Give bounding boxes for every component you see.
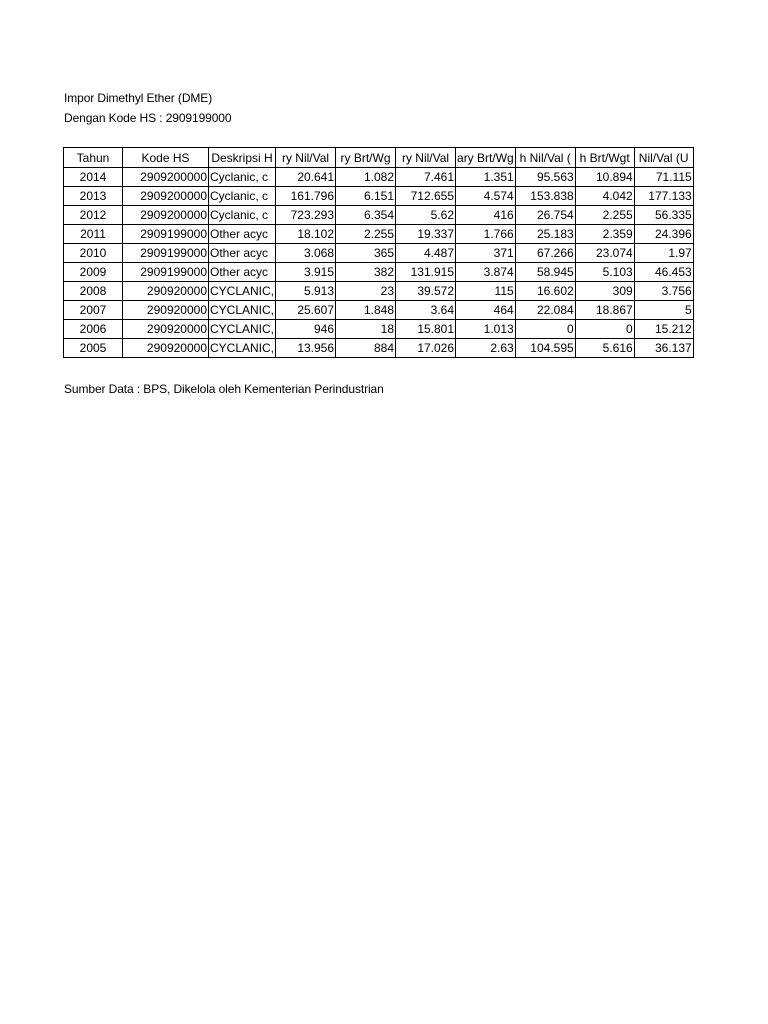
table-cell: 2909199000: [123, 263, 209, 282]
table-cell: 3.068: [276, 244, 336, 263]
table-cell: 1.013: [456, 320, 516, 339]
table-cell: 365: [336, 244, 396, 263]
table-cell: 36.137: [634, 339, 693, 358]
table-cell: 17.026: [396, 339, 456, 358]
table-cell: 416: [456, 206, 516, 225]
table-cell: 2005: [64, 339, 123, 358]
table-cell: 2007: [64, 301, 123, 320]
table-cell: 2.255: [575, 206, 634, 225]
table-cell: 15.212: [634, 320, 693, 339]
table-cell: 4.487: [396, 244, 456, 263]
table-cell: 1.848: [336, 301, 396, 320]
table-cell: 290920000: [123, 301, 209, 320]
table-cell: 946: [276, 320, 336, 339]
column-header: ry Brt/Wg: [336, 148, 396, 168]
table-cell: 2909200000: [123, 187, 209, 206]
table-cell: 309: [575, 282, 634, 301]
table-cell: 153.838: [515, 187, 575, 206]
table-cell: 2012: [64, 206, 123, 225]
table-cell: 290920000: [123, 339, 209, 358]
table-cell: 56.335: [634, 206, 693, 225]
table-cell: 4.574: [456, 187, 516, 206]
table-cell: 1.97: [634, 244, 693, 263]
table-cell: 23.074: [575, 244, 634, 263]
table-cell: 2006: [64, 320, 123, 339]
table-cell: 2909199000: [123, 244, 209, 263]
table-cell: 18.867: [575, 301, 634, 320]
column-header: ry Nil/Val: [396, 148, 456, 168]
table-cell: 5: [634, 301, 693, 320]
table-cell: 712.655: [396, 187, 456, 206]
table-cell: 371: [456, 244, 516, 263]
column-header: ry Nil/Val: [276, 148, 336, 168]
table-cell: Other acyc: [209, 225, 276, 244]
column-header: ary Brt/Wg: [456, 148, 516, 168]
document-title: Impor Dimethyl Ether (DME): [64, 91, 213, 105]
table-cell: 2013: [64, 187, 123, 206]
table-cell: 58.945: [515, 263, 575, 282]
column-header: Deskripsi H: [209, 148, 276, 168]
table-cell: 1.351: [456, 168, 516, 187]
table-cell: 67.266: [515, 244, 575, 263]
table-row: [64, 320, 694, 339]
table-cell: 2014: [64, 168, 123, 187]
table-cell: Other acyc: [209, 244, 276, 263]
table-cell: 0: [575, 320, 634, 339]
table-cell: 18: [336, 320, 396, 339]
table-cell: 2011: [64, 225, 123, 244]
table-cell: 2.255: [336, 225, 396, 244]
table-cell: 71.115: [634, 168, 693, 187]
table-cell: 22.084: [515, 301, 575, 320]
table-row: [64, 225, 694, 244]
table-cell: CYCLANIC,: [209, 282, 276, 301]
table-cell: 2909200000: [123, 206, 209, 225]
column-header: Kode HS: [123, 148, 209, 168]
table-cell: 3.64: [396, 301, 456, 320]
table-cell: 24.396: [634, 225, 693, 244]
table-cell: 13.956: [276, 339, 336, 358]
table-cell: 6.354: [336, 206, 396, 225]
table-cell: 2.63: [456, 339, 516, 358]
table-row: [64, 187, 694, 206]
table-cell: 1.766: [456, 225, 516, 244]
table-cell: 2.359: [575, 225, 634, 244]
table-cell: 3.915: [276, 263, 336, 282]
table-cell: 464: [456, 301, 516, 320]
table-row: [64, 282, 694, 301]
table-cell: 39.572: [396, 282, 456, 301]
table-row: [64, 168, 694, 187]
table-cell: 0: [515, 320, 575, 339]
column-header: Tahun: [64, 148, 123, 168]
table-cell: 2010: [64, 244, 123, 263]
table-cell: 131.915: [396, 263, 456, 282]
table-cell: 5.62: [396, 206, 456, 225]
table-row: [64, 206, 694, 225]
table-cell: 2909199000: [123, 225, 209, 244]
table-cell: 5.913: [276, 282, 336, 301]
table-row: [64, 339, 694, 358]
table-cell: Cyclanic, c: [209, 187, 276, 206]
table-cell: Cyclanic, c: [209, 168, 276, 187]
table-header-row: [64, 148, 694, 168]
column-header: h Nil/Val (: [515, 148, 575, 168]
table-cell: 25.607: [276, 301, 336, 320]
table-cell: 16.602: [515, 282, 575, 301]
table-cell: 7.461: [396, 168, 456, 187]
table-cell: 20.641: [276, 168, 336, 187]
table-cell: 18.102: [276, 225, 336, 244]
table-row: [64, 301, 694, 320]
table-cell: 115: [456, 282, 516, 301]
table-cell: 161.796: [276, 187, 336, 206]
table-cell: 10.894: [575, 168, 634, 187]
table-cell: Cyclanic, c: [209, 206, 276, 225]
hs-code-line: Dengan Kode HS : 2909199000: [64, 111, 232, 125]
table-cell: CYCLANIC,: [209, 320, 276, 339]
table-row: [64, 263, 694, 282]
table-cell: 15.801: [396, 320, 456, 339]
source-note: Sumber Data : BPS, Dikelola oleh Kementerian Perindustrian: [64, 382, 384, 396]
table-cell: 25.183: [515, 225, 575, 244]
table-cell: 104.595: [515, 339, 575, 358]
table-cell: 6.151: [336, 187, 396, 206]
table-cell: 1.082: [336, 168, 396, 187]
table-cell: 884: [336, 339, 396, 358]
table-cell: 23: [336, 282, 396, 301]
table-cell: 5.616: [575, 339, 634, 358]
table-cell: 5.103: [575, 263, 634, 282]
column-header: Nil/Val (U: [634, 148, 693, 168]
import-data-table: [63, 147, 694, 358]
table-cell: 723.293: [276, 206, 336, 225]
table-row: [64, 244, 694, 263]
table-cell: CYCLANIC,: [209, 339, 276, 358]
table-cell: 177.133: [634, 187, 693, 206]
table-cell: CYCLANIC,: [209, 301, 276, 320]
table-cell: 4.042: [575, 187, 634, 206]
table-cell: 95.563: [515, 168, 575, 187]
table-cell: 19.337: [396, 225, 456, 244]
table-cell: 46.453: [634, 263, 693, 282]
column-header: h Brt/Wgt: [575, 148, 634, 168]
table-cell: 26.754: [515, 206, 575, 225]
table-cell: 3.874: [456, 263, 516, 282]
table-cell: 2009: [64, 263, 123, 282]
table-cell: Other acyc: [209, 263, 276, 282]
table-cell: 382: [336, 263, 396, 282]
table-cell: 290920000: [123, 282, 209, 301]
table-cell: 2909200000: [123, 168, 209, 187]
table-cell: 2008: [64, 282, 123, 301]
table-cell: 3.756: [634, 282, 693, 301]
table-cell: 290920000: [123, 320, 209, 339]
